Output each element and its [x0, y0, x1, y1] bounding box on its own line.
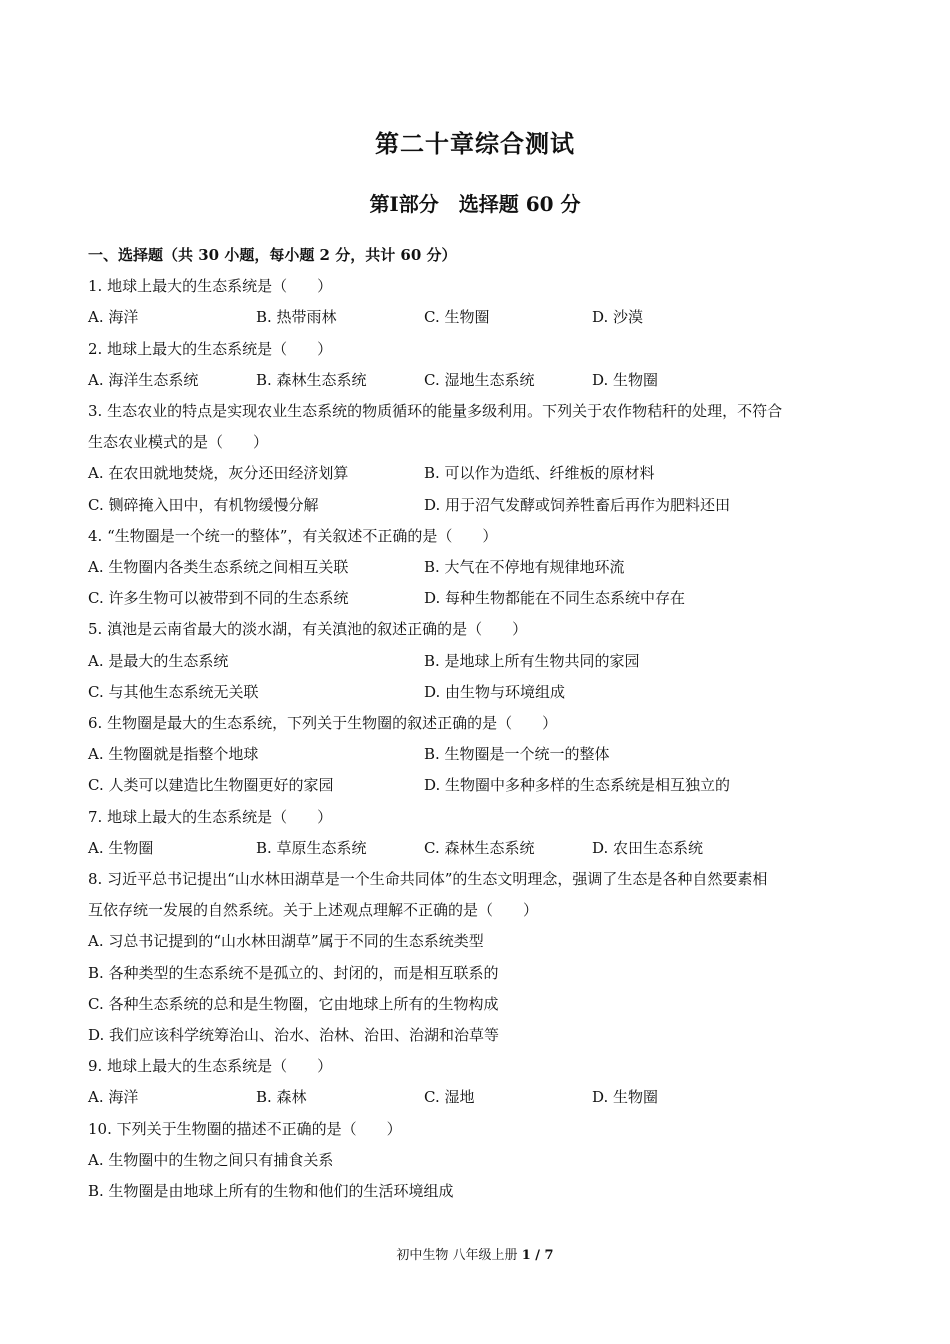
option-d: D. 生物圈中多种多样的生态系统是相互独立的: [424, 776, 731, 795]
question-4-options-row-1: [88, 552, 878, 583]
option-b: B. 草原生态系统: [256, 838, 367, 857]
footer-text: 初中生物 八年级上册: [396, 1248, 518, 1263]
option-b: B. 森林: [256, 1088, 307, 1107]
option-b: B. 是地球上所有生物共同的家园: [424, 651, 640, 670]
question-8-stem-line-2: 互依存统一发展的自然系统。关于上述观点理解不正确的是（ ）: [88, 901, 539, 920]
section-subtitle: 第Ⅰ部分 选择题 60 分: [369, 192, 581, 216]
question-4-stem: 4. “生物圈是一个统一的整体”，有关叙述不正确的是（ ）: [88, 526, 498, 545]
question-list: [88, 240, 878, 1207]
option-d: D. 农田生态系统: [592, 838, 704, 857]
question-7-stem: 7. 地球上最大的生态系统是（ ）: [88, 807, 333, 826]
option-c: C. 生物圈: [424, 308, 490, 327]
question-5-options-row-2: [88, 677, 878, 708]
option-b: B. 可以作为造纸、纤维板的原材料: [424, 464, 655, 483]
option-c: C. 许多生物可以被带到不同的生态系统: [88, 589, 349, 608]
question-8-stem-line-1: 8. 习近平总书记提出“山水林田湖草是一个生命共同体”的生态文明理念，强调了生态是各种自然要素相: [88, 870, 768, 889]
option-c: C. 湿地生态系统: [424, 370, 535, 389]
option-b: B. 森林生态系统: [256, 370, 367, 389]
option-c: C. 湿地: [424, 1088, 475, 1107]
question-6-options-row-1: [88, 739, 878, 770]
option-c: C. 铡碎掩入田中，有机物缓慢分解: [88, 495, 319, 514]
option-a: A. 海洋: [88, 1088, 139, 1107]
option-d: D. 生物圈: [592, 370, 659, 389]
option-b: B. 各种类型的生态系统不是孤立的、封闭的，而是相互联系的: [88, 963, 499, 982]
option-c: C. 人类可以建造比生物圈更好的家园: [88, 776, 334, 795]
option-a: A. 习总书记提到的“山水林田湖草”属于不同的生态系统类型: [88, 932, 484, 951]
option-d: D. 每种生物都能在不同生态系统中存在: [424, 589, 686, 608]
question-9-options: [88, 1082, 878, 1113]
page-number: 1 / 7: [521, 1248, 554, 1263]
option-b: B. 生物圈是一个统一的整体: [424, 745, 610, 764]
question-2-options: [88, 365, 878, 396]
question-3-stem-line-2: 生态农业模式的是（ ）: [88, 433, 269, 452]
question-2-stem: 2. 地球上最大的生态系统是（ ）: [88, 339, 333, 358]
option-d: D. 由生物与环境组成: [424, 682, 566, 701]
option-a: A. 生物圈: [88, 838, 154, 857]
option-d: D. 用于沼气发酵或饲养牲畜后再作为肥料还田: [424, 495, 731, 514]
question-3-stem-line-1: 3. 生态农业的特点是实现农业生态系统的物质循环的能量多级利用。下列关于农作物秸秆的处理，不符合: [88, 402, 783, 421]
option-c: C. 森林生态系统: [424, 838, 535, 857]
option-b: B. 大气在不停地有规律地环流: [424, 558, 625, 577]
question-9-stem: 9. 地球上最大的生态系统是（ ）: [88, 1057, 333, 1076]
question-5-stem: 5. 滇池是云南省最大的淡水湖，有关滇池的叙述正确的是（ ）: [88, 620, 528, 639]
option-d: D. 我们应该科学统筹治山、治水、治林、治田、治湖和治草等: [88, 1026, 500, 1045]
option-a: A. 生物圈中的生物之间只有捕食关系: [88, 1150, 334, 1169]
option-b: B. 热带雨林: [256, 308, 337, 327]
option-c: C. 与其他生态系统无关联: [88, 682, 259, 701]
question-1-options: [88, 302, 878, 333]
question-7-options: [88, 833, 878, 864]
option-a: A. 在农田就地焚烧，灰分还田经济划算: [88, 464, 349, 483]
question-6-stem: 6. 生物圈是最大的生态系统，下列关于生物圈的叙述正确的是（ ）: [88, 714, 558, 733]
option-d: D. 生物圈: [592, 1088, 659, 1107]
page-footer: [0, 1244, 950, 1263]
question-3-options-row-2: [88, 490, 878, 521]
option-a: A. 海洋生态系统: [88, 370, 199, 389]
question-6-options-row-2: [88, 770, 878, 801]
option-c: C. 各种生态系统的总和是生物圈，它由地球上所有的生物构成: [88, 994, 499, 1013]
question-4-options-row-2: [88, 583, 878, 614]
question-5-options-row-1: [88, 646, 878, 677]
section-heading: 一、选择题（共 30 小题，每小题 2 分，共计 60 分）: [88, 246, 457, 264]
option-a: A. 海洋: [88, 308, 139, 327]
question-10-stem: 10. 下列关于生物圈的描述不正确的是（ ）: [88, 1119, 402, 1138]
question-1-stem: 1. 地球上最大的生态系统是（ ）: [88, 277, 333, 296]
question-3-options-row-1: [88, 458, 878, 489]
option-b: B. 生物圈是由地球上所有的生物和他们的生活环境组成: [88, 1182, 454, 1201]
option-d: D. 沙漠: [592, 308, 644, 327]
option-a: A. 是最大的生态系统: [88, 651, 229, 670]
page-title: 第二十章综合测试: [375, 129, 575, 158]
option-a: A. 生物圈就是指整个地球: [88, 745, 259, 764]
option-a: A. 生物圈内各类生态系统之间相互关联: [88, 558, 349, 577]
